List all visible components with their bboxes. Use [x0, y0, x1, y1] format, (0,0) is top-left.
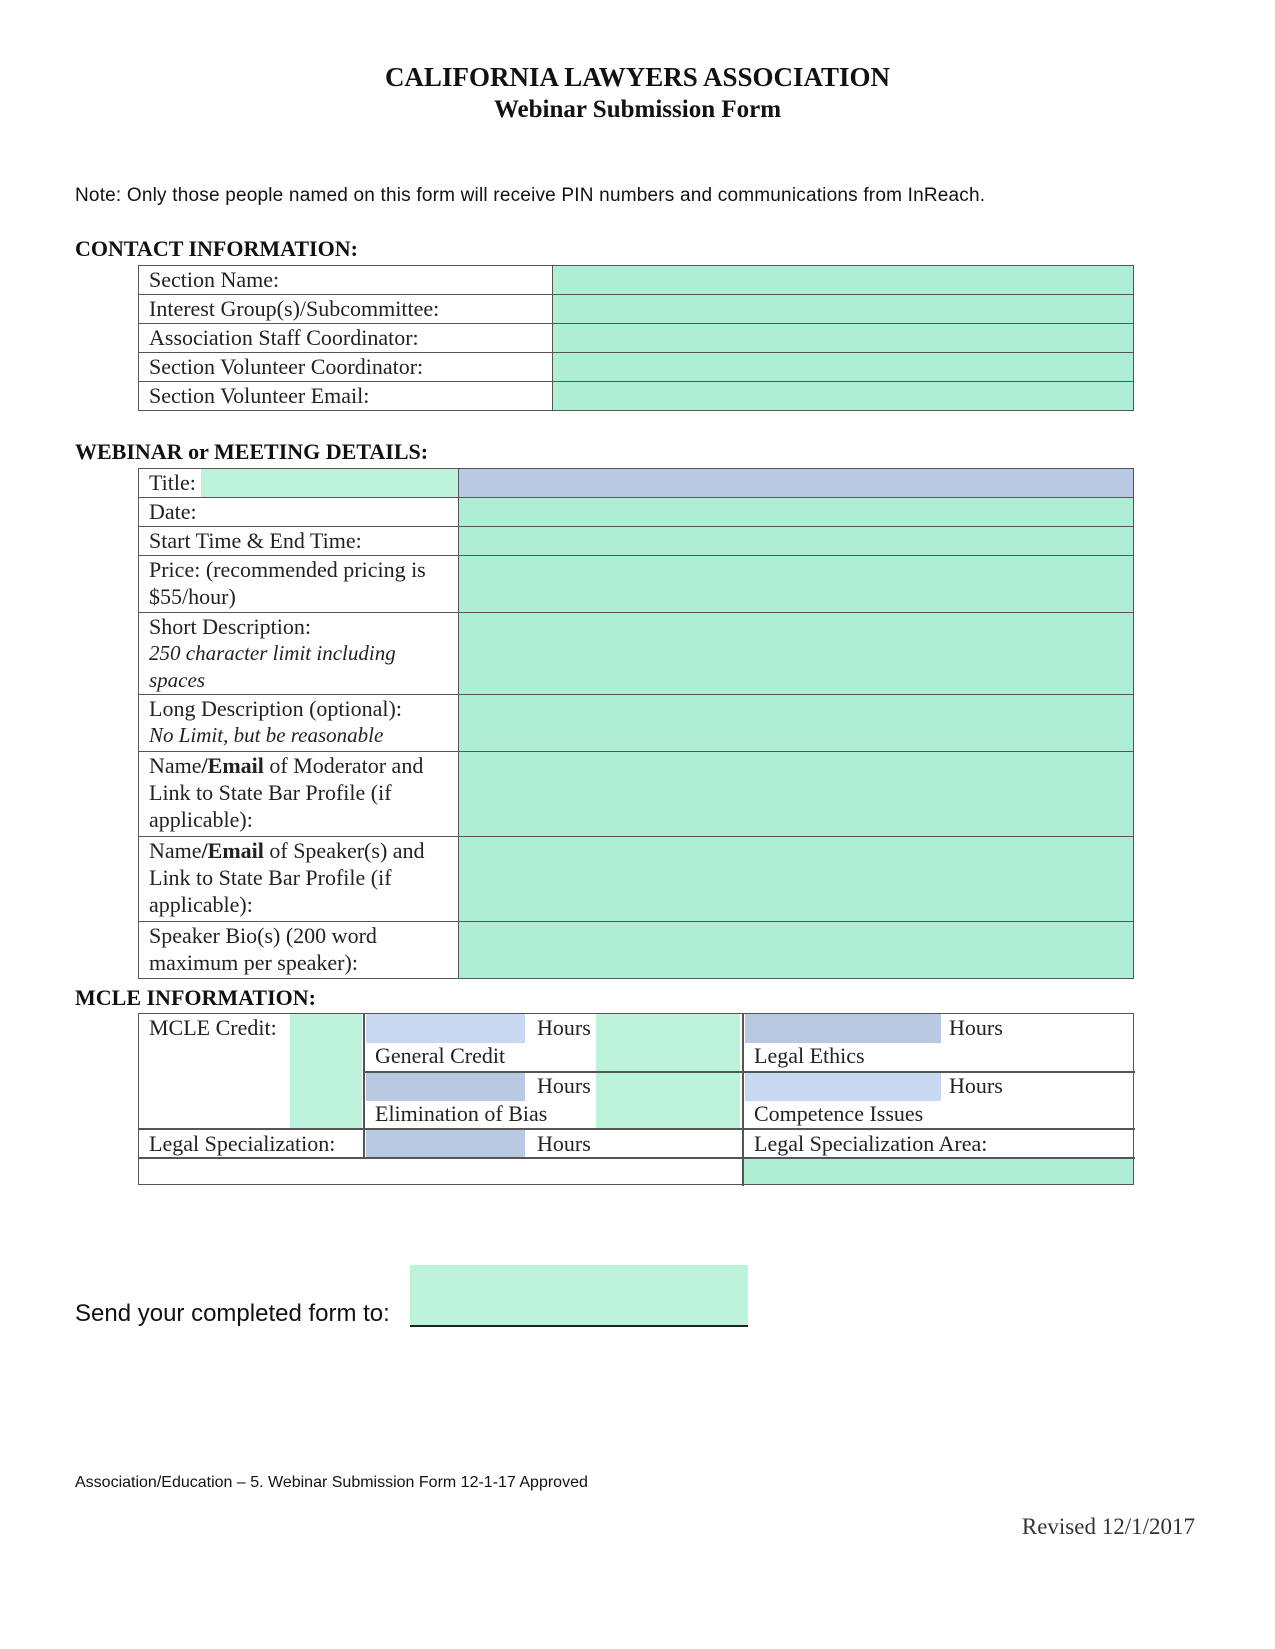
general-credit-label: General Credit	[375, 1043, 506, 1068]
competence-hours-label: Hours	[949, 1073, 1003, 1098]
title-label: Title:	[149, 470, 196, 495]
time-field[interactable]	[458, 527, 1133, 556]
moderator-rest-label: of Moderator and Link to State Bar Profile (if applicable):	[149, 753, 424, 832]
table-row	[139, 382, 1134, 411]
table-row	[139, 324, 1134, 353]
table-row	[139, 556, 1134, 613]
bias-hours-label: Hours	[537, 1073, 591, 1098]
general-extra-field[interactable]	[596, 1014, 740, 1072]
bias-hours-field[interactable]	[366, 1072, 525, 1101]
volunteer-email-field[interactable]	[552, 382, 1133, 411]
speaker-rest-label: of Speaker(s) and Link to State Bar Profile (if applicable):	[149, 838, 425, 917]
price-field[interactable]	[458, 556, 1133, 613]
table-row	[139, 837, 1134, 922]
date-field[interactable]	[458, 498, 1133, 527]
table-row	[139, 266, 1134, 295]
long-description-field[interactable]	[458, 695, 1133, 752]
note-text: Note: Only those people named on this form will receive PIN numbers and communications from InReach.	[75, 185, 986, 206]
webinar-table	[138, 468, 1134, 979]
volunteer-coordinator-label: Section Volunteer Coordinator:	[139, 353, 553, 382]
competence-hours-field[interactable]	[745, 1072, 941, 1101]
short-description-label-cell	[139, 613, 459, 695]
staff-coordinator-field[interactable]	[552, 324, 1133, 353]
date-label: Date:	[139, 498, 459, 527]
revised-date: Revised 12/1/2017	[1021, 1514, 1195, 1539]
divider	[363, 1014, 365, 1158]
table-row	[139, 498, 1134, 527]
send-to-field[interactable]	[410, 1265, 748, 1325]
bias-extra-field[interactable]	[596, 1072, 740, 1129]
interest-group-label: Interest Group(s)/Subcommittee:	[139, 295, 553, 324]
legal-specialization-label: Legal Specialization:	[149, 1131, 336, 1156]
speaker-email-label: /Email	[201, 838, 264, 863]
send-to-label: Send your completed form to:	[75, 1300, 390, 1327]
ethics-hours-label: Hours	[949, 1015, 1003, 1040]
table-row	[139, 922, 1134, 979]
speaker-bio-field[interactable]	[458, 922, 1133, 979]
mcle-credit-field[interactable]	[290, 1014, 362, 1129]
speaker-label-cell	[139, 837, 459, 922]
title-field[interactable]	[458, 469, 1133, 498]
table-row	[139, 695, 1134, 752]
short-description-field[interactable]	[458, 613, 1133, 695]
moderator-email-label: /Email	[201, 753, 264, 778]
divider	[139, 1157, 1135, 1159]
general-hours-field[interactable]	[366, 1014, 525, 1043]
staff-coordinator-label: Association Staff Coordinator:	[139, 324, 553, 353]
specialization-hours-label: Hours	[537, 1131, 591, 1156]
long-description-label-cell	[139, 695, 459, 752]
divider	[139, 1128, 1135, 1130]
send-to-underline	[410, 1325, 748, 1327]
contact-heading: CONTACT INFORMATION:	[75, 236, 358, 261]
elimination-of-bias-label: Elimination of Bias	[375, 1101, 548, 1126]
mcle-credit-label: MCLE Credit:	[149, 1015, 277, 1040]
price-label: Price: (recommended pricing is $55/hour)	[139, 556, 459, 613]
title-label-cell	[139, 469, 459, 498]
interest-group-field[interactable]	[552, 295, 1133, 324]
speaker-name-label: Name	[149, 838, 202, 863]
short-description-label: Short Description:	[149, 614, 311, 639]
long-description-label: Long Description (optional):	[149, 696, 402, 721]
general-hours-label: Hours	[537, 1015, 591, 1040]
section-name-field[interactable]	[552, 266, 1133, 295]
specialization-area-field[interactable]	[744, 1158, 1133, 1184]
moderator-label-cell	[139, 752, 459, 837]
volunteer-email-label: Section Volunteer Email:	[139, 382, 553, 411]
volunteer-coordinator-field[interactable]	[552, 353, 1133, 382]
document-subtitle: Webinar Submission Form	[493, 96, 782, 123]
table-row	[139, 295, 1134, 324]
speaker-field[interactable]	[458, 837, 1133, 922]
long-description-hint: No Limit, but be reasonable	[149, 723, 384, 747]
section-name-label: Section Name:	[139, 266, 553, 295]
contact-table	[138, 265, 1134, 411]
ethics-hours-field[interactable]	[745, 1014, 941, 1043]
divider	[363, 1071, 1135, 1073]
mcle-heading: MCLE INFORMATION:	[75, 985, 316, 1010]
webinar-heading: WEBINAR or MEETING DETAILS:	[75, 439, 429, 464]
legal-ethics-label: Legal Ethics	[754, 1043, 865, 1068]
moderator-name-label: Name	[149, 753, 202, 778]
footer-path: Association/Education – 5. Webinar Submission Form 12-1-17 Approved	[75, 1474, 588, 1491]
competence-issues-label: Competence Issues	[754, 1101, 924, 1126]
speaker-bio-label: Speaker Bio(s) (200 word maximum per speaker):	[139, 922, 459, 979]
table-row	[139, 353, 1134, 382]
specialization-hours-field[interactable]	[366, 1130, 525, 1158]
divider	[742, 1014, 744, 1186]
moderator-field[interactable]	[458, 752, 1133, 837]
title-label-highlight	[201, 469, 458, 497]
short-description-hint: 250 character limit including spaces	[149, 641, 396, 692]
document-title: CALIFORNIA LAWYERS ASSOCIATION	[384, 62, 891, 92]
table-row	[139, 527, 1134, 556]
mcle-table	[138, 1013, 1134, 1185]
specialization-area-label: Legal Specialization Area:	[754, 1131, 988, 1156]
table-row	[139, 752, 1134, 837]
table-row	[139, 613, 1134, 695]
time-label: Start Time & End Time:	[139, 527, 459, 556]
table-row	[139, 469, 1134, 498]
